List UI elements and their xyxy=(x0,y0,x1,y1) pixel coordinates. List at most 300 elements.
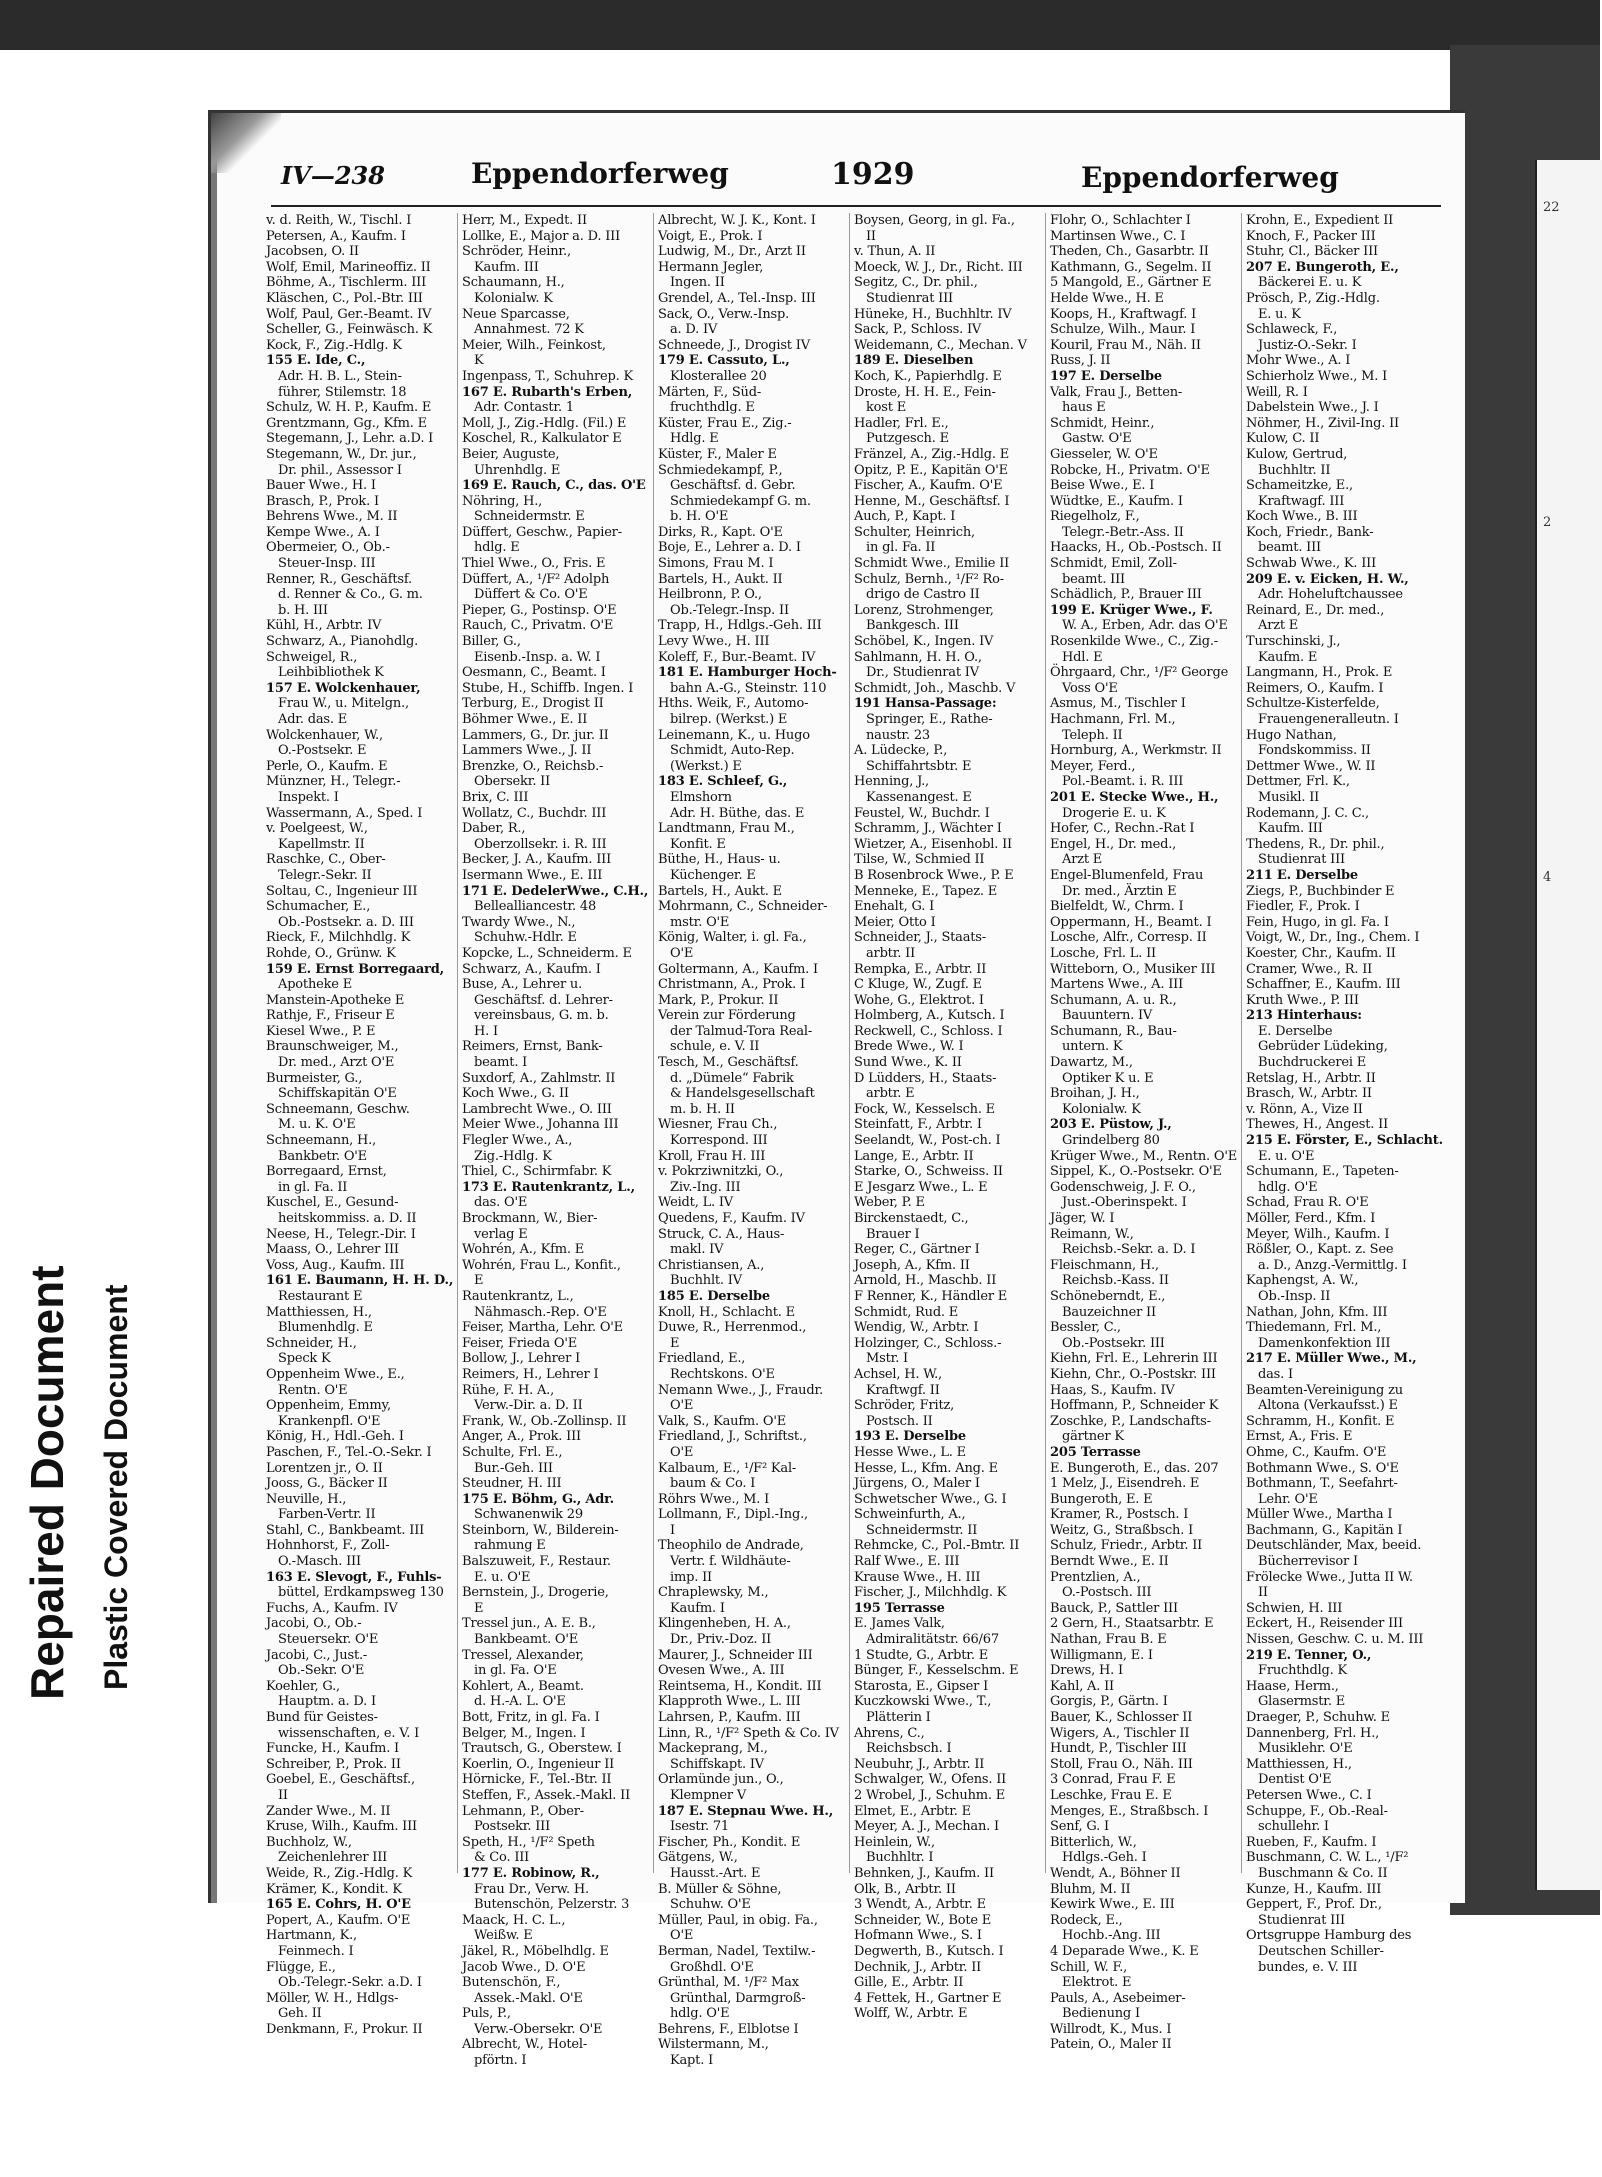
directory-entry: Böhmer Wwe., E. II xyxy=(462,712,588,727)
directory-entry: Draeger, P., Schuhw. E xyxy=(1246,1710,1390,1725)
directory-entry: Rieck, F., Milchhdlg. K xyxy=(266,930,411,946)
directory-entry: E Jesgarz Wwe., L. E xyxy=(854,1179,988,1195)
directory-entry: Goltermann, A., Kaufm. I xyxy=(658,961,818,977)
directory-entry: Fuchs, A., Kaufm. IV xyxy=(266,1600,398,1616)
directory-entry: Jürgens, O., Maler I xyxy=(854,1476,980,1492)
directory-entry: Rodemann, J. C. C., xyxy=(1246,805,1369,821)
directory-entry: Kolonialw. K xyxy=(474,290,553,306)
directory-entry: O'E xyxy=(670,1398,694,1414)
directory-entry: Reichsb.-Kass. II xyxy=(1062,1273,1169,1289)
directory-entry: Grünthal, Darmgroß- xyxy=(670,1990,806,2006)
directory-entry: Gebrüder Lüdeking, xyxy=(1258,1039,1388,1055)
directory-entry: drigo de Castro II xyxy=(866,587,980,603)
directory-entry: Flohr, O., Schlachter I xyxy=(1050,213,1191,228)
directory-entry: E. Bungeroth, E., das. 207 xyxy=(1050,1460,1219,1476)
directory-entry: Feiser, Martha, Lehr. O'E xyxy=(462,1320,623,1336)
directory-entry: 3 Conrad, Frau F. E xyxy=(1050,1772,1176,1788)
column-divider xyxy=(1241,213,1242,1873)
directory-entry: Ralf Wwe., E. III xyxy=(854,1554,960,1570)
directory-entry: Achsel, H. W., xyxy=(854,1366,942,1382)
directory-entry: Küster, Frau E., Zig.- xyxy=(658,415,792,431)
directory-entry: Annahmest. 72 K xyxy=(474,322,584,338)
directory-entry: Weidt, L. IV xyxy=(658,1195,733,1211)
directory-entry: Voigt, E., Prok. I xyxy=(658,228,763,244)
directory-entry: d. H.-A. L. O'E xyxy=(474,1694,566,1710)
directory-entry: Apotheke E xyxy=(278,977,353,993)
directory-entry: Knoch, F., Packer III xyxy=(1246,228,1376,244)
directory-entry: Ziv.-Ing. III xyxy=(670,1179,741,1195)
directory-entry: Kulow, Gertrud, xyxy=(1246,446,1348,462)
directory-entry: O.-Postsekr. E xyxy=(278,743,367,759)
directory-entry: Hörnicke, F., Tel.-Btr. II xyxy=(462,1772,612,1788)
directory-entry: & Co. III xyxy=(474,1850,530,1866)
directory-entry: Fock, W., Kesselsch. E xyxy=(854,1101,995,1117)
directory-entry: Hesse, L., Kfm. Ang. E xyxy=(854,1460,998,1476)
directory-column xyxy=(1050,213,1238,2053)
directory-entry: Oppenheim, Emmy, xyxy=(266,1398,391,1414)
directory-entry: Adr. H. Büthe, das. E xyxy=(670,805,805,821)
directory-entry: Elmet, E., Arbtr. E xyxy=(854,1803,971,1819)
directory-entry: Bur.-Geh. III xyxy=(474,1460,553,1476)
directory-entry: Postsch. II xyxy=(866,1413,933,1429)
directory-entry: Kulow, C. II xyxy=(1246,431,1320,447)
directory-entry: Riegelholz, F., xyxy=(1050,509,1140,525)
directory-entry: Dr. med., Ärztin E xyxy=(1062,883,1177,899)
directory-entry: Biller, G., xyxy=(462,634,521,650)
directory-entry: O.-Masch. III xyxy=(278,1554,361,1570)
directory-entry: Heinlein, W., xyxy=(854,1834,935,1850)
directory-entry: Borregaard, Ernst, xyxy=(266,1164,387,1180)
directory-entry: Schweigel, R., xyxy=(266,649,358,665)
directory-entry: Speck K xyxy=(278,1351,331,1367)
page-header xyxy=(211,153,1465,199)
directory-entry: Koleff, F., Bur.-Beamt. IV xyxy=(658,649,816,665)
directory-entry: Dannenberg, Frl. H., xyxy=(1246,1725,1380,1741)
directory-entry: Joseph, A., Kfm. II xyxy=(854,1257,970,1273)
directory-entry: Ludwig, M., Dr., Arzt II xyxy=(658,244,806,260)
directory-entry: Bankbetr. O'E xyxy=(278,1148,367,1164)
directory-entry: Nöhring, H., xyxy=(462,493,543,509)
directory-column xyxy=(462,213,650,2069)
directory-entry: Neese, H., Telegr.-Dir. I xyxy=(266,1226,416,1242)
directory-entry: das. I xyxy=(1258,1366,1293,1382)
directory-entry: b. H. O'E xyxy=(670,509,729,525)
directory-entry: Butenschön, Pelzerstr. 3 xyxy=(474,1897,630,1913)
directory-entry: Lorentzen jr., O. II xyxy=(266,1460,383,1476)
directory-entry: beamt. III xyxy=(1062,571,1125,587)
directory-entry: Schreiber, P., Prok. II xyxy=(266,1756,401,1772)
directory-entry: Schumann, R., Bau- xyxy=(1050,1023,1177,1039)
directory-entry: 199 E. Krüger Wwe., F. xyxy=(1050,602,1213,618)
directory-entry: Holzinger, C., Schloss.- xyxy=(854,1335,1002,1351)
directory-entry: Bauer, K., Schlosser II xyxy=(1050,1710,1193,1725)
directory-entry: Feiser, Frieda O'E xyxy=(462,1335,577,1351)
directory-entry: Friedland, J., Schriftst., xyxy=(658,1429,807,1445)
directory-entry: Bessler, C., xyxy=(1050,1320,1121,1336)
directory-column xyxy=(1246,213,1443,1975)
directory-entry: Suxdorf, A., Zahlmstr. II xyxy=(462,1070,616,1086)
directory-entry: Reckwell, C., Schloss. I xyxy=(854,1023,1003,1039)
directory-entry: Dr., Priv.-Doz. II xyxy=(670,1632,772,1648)
directory-entry: Voss, Aug., Kaufm. III xyxy=(266,1257,405,1273)
directory-entry: Küchenger. E xyxy=(670,867,756,883)
directory-entry: Degwerth, B., Kutsch. I xyxy=(854,1943,1004,1959)
directory-entry: Klosterallee 20 xyxy=(670,368,767,384)
directory-entry: Verw.-Dir. a. D. II xyxy=(474,1398,583,1414)
directory-entry: baum & Co. I xyxy=(670,1476,756,1492)
directory-year: 1929 xyxy=(831,157,915,192)
directory-entry: imp. II xyxy=(670,1569,712,1585)
directory-entry: Obermeier, O., Ob.- xyxy=(266,540,390,556)
directory-entry: 3 Wendt, A., Arbtr. E xyxy=(854,1897,986,1913)
directory-entry: Bothmann Wwe., S. O'E xyxy=(1246,1460,1399,1476)
directory-entry: führer, Stilemstr. 18 xyxy=(278,384,407,400)
directory-entry: Koerlin, O., Ingenieur II xyxy=(462,1756,615,1772)
directory-entry: Ohme, C., Kaufm. O'E xyxy=(1246,1444,1387,1460)
directory-entry: Schröder, Fritz, xyxy=(854,1398,955,1414)
directory-entry: 1 Studte, G., Arbtr. E xyxy=(854,1647,989,1663)
directory-entry: Schneemann, Geschw. xyxy=(266,1101,410,1117)
directory-entry: Uhrenhdlg. E xyxy=(474,462,561,478)
directory-entry: Schmidt Wwe., Emilie II xyxy=(854,556,1010,572)
directory-entry: Landtmann, Frau M., xyxy=(658,821,795,837)
directory-entry: Matthiessen, H., xyxy=(266,1304,372,1320)
directory-entry: Grendel, A., Tel.-Insp. III xyxy=(658,290,816,306)
directory-entry: Mstr. I xyxy=(866,1351,908,1367)
directory-entry: 4 Fettek, H., Gartner E xyxy=(854,1990,1002,2006)
directory-entry: E. James Valk, xyxy=(854,1616,945,1632)
directory-entry: arbtr. E xyxy=(866,1086,915,1102)
directory-entry: Meier, Otto I xyxy=(854,914,936,930)
directory-entry: Kapellmstr. II xyxy=(278,836,365,852)
side-label-repaired: Repaired Document xyxy=(21,1265,73,1700)
directory-entry: Bott, Fritz, in gl. Fa. I xyxy=(462,1710,600,1725)
directory-entry: Gorgis, P., Gärtn. I xyxy=(1050,1694,1168,1710)
directory-entry: Restaurant E xyxy=(278,1288,363,1304)
directory-entry: Haacks, H., Ob.-Postsch. II xyxy=(1050,540,1222,556)
directory-entry: Bernstein, J., Drogerie, xyxy=(462,1585,609,1601)
directory-entry: 177 E. Robinow, R., xyxy=(462,1865,600,1881)
directory-entry: Fein, Hugo, in gl. Fa. I xyxy=(1246,914,1389,930)
directory-entry: Ortsgruppe Hamburg des xyxy=(1246,1928,1412,1944)
directory-entry: Kouril, Frau M., Näh. II xyxy=(1050,337,1201,353)
directory-entry: Haas, S., Kaufm. IV xyxy=(1050,1382,1175,1398)
directory-entry: Schaffner, E., Kaufm. III xyxy=(1246,977,1401,993)
directory-column xyxy=(658,213,846,2069)
directory-entry: Schädlich, P., Brauer III xyxy=(1050,587,1202,603)
directory-entry: Meyer, A. J., Mechan. I xyxy=(854,1819,999,1835)
directory-entry: Schultze-Kisterfelde, xyxy=(1246,696,1380,712)
directory-entry: Linn, R., ¹/F² Speth & Co. IV xyxy=(658,1725,839,1741)
directory-entry: Kunze, H., Kaufm. III xyxy=(1246,1881,1382,1897)
directory-entry: Starosta, E., Gipser I xyxy=(854,1678,989,1694)
directory-entry: A. Lüdecke, P., xyxy=(854,743,948,759)
directory-entry: Märten, F., Süd- xyxy=(658,384,762,400)
directory-entry: Zoschke, P., Landschafts- xyxy=(1050,1413,1211,1429)
directory-entry: Lollmann, F., Dipl.-Ing., xyxy=(658,1507,808,1523)
adjacent-page-mark: 4 xyxy=(1543,870,1552,885)
directory-entry: Ob.-Telegr.-Sekr. a.D. I xyxy=(278,1975,422,1991)
directory-entry: Nemann Wwe., J., Fraudr. xyxy=(658,1382,823,1398)
directory-entry: b. H. III xyxy=(278,602,328,618)
directory-entry: heitskommiss. a. D. II xyxy=(278,1211,417,1226)
directory-entry: Gille, E., Arbtr. II xyxy=(854,1975,964,1991)
directory-entry: O'E xyxy=(670,1928,694,1944)
directory-entry: Großhdl. O'E xyxy=(670,1959,754,1975)
directory-entry: Prösch, P., Zig.-Hdlg. xyxy=(1246,290,1380,306)
directory-entry: Feinmech. I xyxy=(278,1943,354,1959)
directory-entry: rahmung E xyxy=(474,1538,546,1554)
directory-entry: Klingenheben, H. A., xyxy=(658,1616,791,1632)
directory-entry: gärtner K xyxy=(1062,1429,1124,1445)
directory-entry: Möller, Ferd., Kfm. I xyxy=(1246,1211,1376,1226)
directory-entry: Elmshorn xyxy=(670,789,732,805)
directory-entry: Berman, Nadel, Textilw.- xyxy=(658,1943,816,1959)
directory-entry: Adr. H. B. L., Stein- xyxy=(278,368,402,384)
directory-entry: Quedens, F., Kaufm. IV xyxy=(658,1211,805,1226)
directory-entry: Reintsema, H., Kondit. III xyxy=(658,1678,822,1694)
directory-entry: Schneider, H., xyxy=(266,1335,357,1351)
directory-entry: haus E xyxy=(1062,400,1106,416)
directory-entry: Koops, H., Kraftwagf. I xyxy=(1050,306,1197,322)
directory-entry: Ob.-Insp. II xyxy=(1258,1288,1331,1304)
directory-entry: Adr. das. E xyxy=(278,712,348,727)
directory-entry: Wohrén, Frau L., Konfit., xyxy=(462,1257,621,1273)
directory-entry: v. Rönn, A., Vize II xyxy=(1246,1101,1363,1117)
directory-entry: Schuppe, F., Ob.-Real- xyxy=(1246,1803,1388,1819)
directory-entry: Kempe Wwe., A. I xyxy=(266,524,380,540)
directory-entry: Kaufm. I xyxy=(670,1600,725,1616)
directory-entry: Grünthal, M. ¹/F² Max xyxy=(658,1975,799,1991)
directory-entry: Levy Wwe., H. III xyxy=(658,634,770,650)
directory-entry: Gastw. O'E xyxy=(1062,431,1132,447)
directory-entry: Klempner V xyxy=(670,1787,747,1803)
directory-entry: Buchhltr. II xyxy=(1258,462,1331,478)
directory-entry: v. Pokrziwnitzki, O., xyxy=(658,1164,784,1180)
directory-entry: Schuhw. O'E xyxy=(670,1897,751,1913)
directory-entry: Schwarz, A., Pianohdlg. xyxy=(266,634,419,650)
directory-entry: Struck, C. A., Haus- xyxy=(658,1226,785,1242)
directory-entry: 159 E. Ernst Borregaard, xyxy=(266,961,444,977)
adjacent-page-mark: 22 xyxy=(1543,200,1560,215)
directory-entry: beamt. I xyxy=(474,1055,528,1071)
directory-entry: Chraplewsky, M., xyxy=(658,1585,769,1601)
directory-entry: Düffert, Geschw., Papier- xyxy=(462,524,622,540)
directory-entry: Telegr.-Sekr. II xyxy=(278,867,372,883)
directory-entry: Bäckerei E. u. K xyxy=(1258,275,1362,291)
directory-entry: Dechnik, J., Arbtr. II xyxy=(854,1959,982,1975)
directory-entry: büttel, Erdkampsweg 130 xyxy=(278,1585,444,1601)
directory-entry: Bankgesch. III xyxy=(866,618,959,634)
directory-entry: Retslag, H., Arbtr. II xyxy=(1246,1070,1376,1086)
directory-entry: Buse, A., Lehrer u. xyxy=(462,977,582,993)
directory-entry: Seelandt, W., Post-ch. I xyxy=(854,1133,1001,1149)
directory-entry: Hauptm. a. D. I xyxy=(278,1694,376,1710)
directory-entry: Mohrmann, C., Schneider- xyxy=(658,899,828,915)
directory-entry: Kruse, Wilh., Kaufm. III xyxy=(266,1819,417,1835)
directory-entry: Steinfatt, F., Arbtr. I xyxy=(854,1117,982,1133)
directory-entry: Herr, M., Expedt. II xyxy=(462,213,587,228)
directory-entry: Öhrgaard, Chr., ¹/F² George xyxy=(1050,665,1229,681)
directory-entry: Hüneke, H., Buchhltr. IV xyxy=(854,306,1012,322)
directory-entry: Funcke, H., Kaufm. I xyxy=(266,1741,399,1757)
directory-entry: Speth, H., ¹/F² Speth xyxy=(462,1834,595,1850)
header-rule xyxy=(271,205,1441,207)
directory-entry: Kuczkowski Wwe., T., xyxy=(854,1694,992,1710)
directory-entry: Schameitzke, E., xyxy=(1246,478,1353,494)
directory-entry: Langmann, H., Prok. E xyxy=(1246,665,1393,681)
directory-entry: Möller, W. H., Hdlgs- xyxy=(266,1990,399,2006)
directory-entry: Orlamünde jun., O., xyxy=(658,1772,784,1788)
directory-entry: Becker, J. A., Kaufm. III xyxy=(462,852,612,868)
directory-entry: bahn A.-G., Steinstr. 110 xyxy=(670,680,827,696)
directory-entry: Hofer, C., Rechn.-Rat I xyxy=(1050,821,1195,837)
directory-entry: Buchdruckerei E xyxy=(1258,1055,1367,1071)
directory-entry: Admiralitätstr. 66/67 xyxy=(866,1632,999,1648)
directory-entry: Schierholz Wwe., M. I xyxy=(1246,368,1388,384)
directory-entry: Küster, F., Maler E xyxy=(658,446,777,462)
directory-entry: naustr. 23 xyxy=(866,727,930,743)
directory-entry: Weißw. E xyxy=(474,1928,533,1944)
directory-entry: Mackeprang, M., xyxy=(658,1741,768,1757)
directory-entry: E. u. O'E xyxy=(474,1569,531,1585)
directory-entry: Schulz, Friedr., Arbtr. II xyxy=(1050,1538,1203,1554)
adjacent-page-mark: 2 xyxy=(1543,515,1552,530)
directory-entry: schullehr. I xyxy=(1258,1819,1329,1835)
directory-entry: Schulz, W. H. P., Kaufm. E xyxy=(266,400,432,416)
directory-entry: Kläschen, C., Pol.-Btr. III xyxy=(266,290,423,306)
directory-entry: Belger, M., Ingen. I xyxy=(462,1725,586,1741)
directory-entry: Jäkel, R., Möbelhdlg. E xyxy=(462,1943,609,1959)
directory-entry: Engel, H., Dr. med., xyxy=(1050,836,1177,852)
directory-entry: Buschmann, C. W. L., ¹/F² xyxy=(1246,1850,1409,1866)
directory-entry: Wolff, W., Arbtr. E xyxy=(854,2006,968,2022)
directory-entry: Berndt Wwe., E. II xyxy=(1050,1554,1169,1570)
directory-entry: Ingenpass, T., Schuhrep. K xyxy=(462,368,634,384)
directory-entry: Lollke, E., Major a. D. III xyxy=(462,228,621,244)
directory-entry: Hachmann, Frl. M., xyxy=(1050,712,1176,727)
directory-entry: Telegr.-Betr.-Ass. II xyxy=(1062,524,1184,540)
directory-entry: Kaufm. E xyxy=(1258,649,1318,665)
directory-entry: Starke, O., Schweiss. II xyxy=(854,1164,1003,1180)
directory-columns xyxy=(266,213,1446,2069)
directory-entry: Rohde, O., Grünw. K xyxy=(266,945,396,961)
directory-entry: Weitz, G., Straßbsch. I xyxy=(1050,1522,1194,1538)
directory-entry: Birckenstaedt, C., xyxy=(854,1211,969,1226)
directory-entry: Beise Wwe., E. I xyxy=(1050,478,1155,494)
directory-entry: Adr. Contastr. 1 xyxy=(474,400,574,416)
directory-entry: Maass, O., Lehrer III xyxy=(266,1242,399,1258)
directory-entry: 181 E. Hamburger Hoch- xyxy=(658,665,837,681)
directory-entry: Rautenkrantz, L., xyxy=(462,1288,574,1304)
directory-entry: Voss O'E xyxy=(1062,680,1118,696)
directory-entry: Engel-Blumenfeld, Frau xyxy=(1050,867,1204,883)
directory-entry: Fleischmann, H., xyxy=(1050,1257,1159,1273)
directory-entry: der Talmud-Tora Real- xyxy=(670,1023,813,1039)
directory-entry: Hermann Jegler, xyxy=(658,259,764,275)
directory-entry: das. O'E xyxy=(474,1195,528,1211)
directory-entry: Schwanenwik 29 xyxy=(474,1507,583,1523)
directory-entry: Adr. Hoheluftchaussee xyxy=(1258,587,1403,603)
directory-entry: Meier Wwe., Johanna III xyxy=(462,1117,619,1133)
directory-entry: Studienrat III xyxy=(1258,852,1345,868)
directory-entry: H. I xyxy=(474,1023,498,1039)
directory-entry: Ovesen Wwe., A. III xyxy=(658,1663,785,1679)
directory-entry: Nissen, Geschw. C. u. M. III xyxy=(1246,1632,1424,1648)
directory-entry: v. Poelgeest, W., xyxy=(266,821,368,837)
directory-entry: Büthe, H., Haus- u. xyxy=(658,852,781,868)
directory-entry: verlag E xyxy=(474,1226,528,1242)
directory-entry: Haase, Herm., xyxy=(1246,1678,1339,1694)
directory-entry: Senf, G. I xyxy=(1050,1819,1109,1835)
directory-entry: Schwetscher Wwe., G. I xyxy=(854,1491,1007,1507)
directory-entry: Bauzeichner II xyxy=(1062,1304,1156,1320)
directory-entry: Lambrecht Wwe., O. III xyxy=(462,1101,612,1117)
directory-entry: Schill, W. F., xyxy=(1050,1959,1128,1975)
directory-entry: Holmberg, A., Kutsch. I xyxy=(854,1008,1005,1024)
directory-entry: Behnken, J., Kaufm. II xyxy=(854,1865,994,1881)
directory-entry: Elektrot. E xyxy=(1062,1975,1132,1991)
directory-entry: Schumacher, E., xyxy=(266,899,371,915)
directory-entry: Manstein-Apotheke E xyxy=(266,992,405,1008)
directory-entry: Stahl, C., Bankbeamt. III xyxy=(266,1522,425,1538)
directory-entry: 189 E. Dieselben xyxy=(854,353,974,369)
directory-entry: Rempka, E., Arbtr. II xyxy=(854,961,987,977)
directory-entry: Reger, C., Gärtner I xyxy=(854,1242,980,1258)
directory-entry: Stube, H., Schiffb. Ingen. I xyxy=(462,680,634,696)
directory-entry: Weidemann, C., Mechan. V xyxy=(854,337,1027,353)
directory-entry: v. Thun, A. II xyxy=(854,244,936,260)
directory-entry: Balszuweit, F., Restaur. xyxy=(462,1554,611,1570)
directory-entry: wissenschaften, e. V. I xyxy=(278,1725,420,1741)
directory-entry: d. Renner & Co., G. m. xyxy=(278,587,423,603)
directory-entry: Just.-Oberinspekt. I xyxy=(1062,1195,1187,1211)
directory-entry: Schumann, E., Tapeten- xyxy=(1246,1164,1399,1180)
directory-entry: 211 E. Derselbe xyxy=(1246,867,1358,883)
directory-entry: Lorenz, Strohmenger, xyxy=(854,602,994,618)
directory-entry: Olk, B., Arbtr. II xyxy=(854,1881,956,1897)
directory-entry: Moeck, W. J., Dr., Richt. III xyxy=(854,259,1023,275)
directory-entry: Schneider, J., Staats- xyxy=(854,930,986,946)
directory-entry: Frank, W., Ob.-Zollinsp. II xyxy=(462,1413,627,1429)
directory-entry: Rühe, F. H. A., xyxy=(462,1382,555,1398)
directory-entry: Arzt E xyxy=(1062,852,1103,868)
directory-entry: Fränzel, A., Zig.-Hdlg. E xyxy=(854,446,1010,462)
directory-entry: Segitz, C., Dr. phil., xyxy=(854,275,978,291)
directory-entry: Opitz, P. E., Kapitän O'E xyxy=(854,462,1008,478)
directory-entry: Blumenhdlg. E xyxy=(278,1320,373,1336)
directory-entry: Pieper, G., Postinsp. O'E xyxy=(462,602,617,618)
directory-entry: Losche, Alfr., Corresp. II xyxy=(1050,930,1207,946)
directory-entry: Ob.-Telegr.-Insp. II xyxy=(670,602,789,618)
directory-entry: Ob.-Postsekr. a. D. III xyxy=(278,914,414,930)
directory-entry: Russ, J. II xyxy=(1050,353,1111,369)
directory-entry: Jooss, G., Bäcker II xyxy=(266,1476,388,1492)
directory-entry: Helde Wwe., H. E xyxy=(1050,290,1164,306)
directory-entry: Kruth Wwe., P. III xyxy=(1246,992,1359,1008)
directory-entry: 157 E. Wolckenhauer, xyxy=(266,680,421,696)
directory-entry: Tressel jun., A. E. B., xyxy=(462,1616,596,1632)
directory-entry: Dr. phil., Assessor I xyxy=(278,462,402,478)
directory-entry: Koch, K., Papierhdlg. E xyxy=(854,368,1002,384)
directory-entry: Hundt, P., Tischler III xyxy=(1050,1741,1187,1757)
directory-entry: Leinemann, K., u. Hugo xyxy=(658,727,810,743)
directory-entry: Rodeck, E., xyxy=(1050,1912,1123,1928)
directory-entry: Wolckenhauer, W., xyxy=(266,727,383,743)
directory-entry: Knoll, H., Schlacht. E xyxy=(658,1304,795,1320)
directory-entry: Meier, Wilh., Feinkost, xyxy=(462,337,606,353)
directory-entry: Zig.-Hdlg. K xyxy=(474,1148,552,1164)
